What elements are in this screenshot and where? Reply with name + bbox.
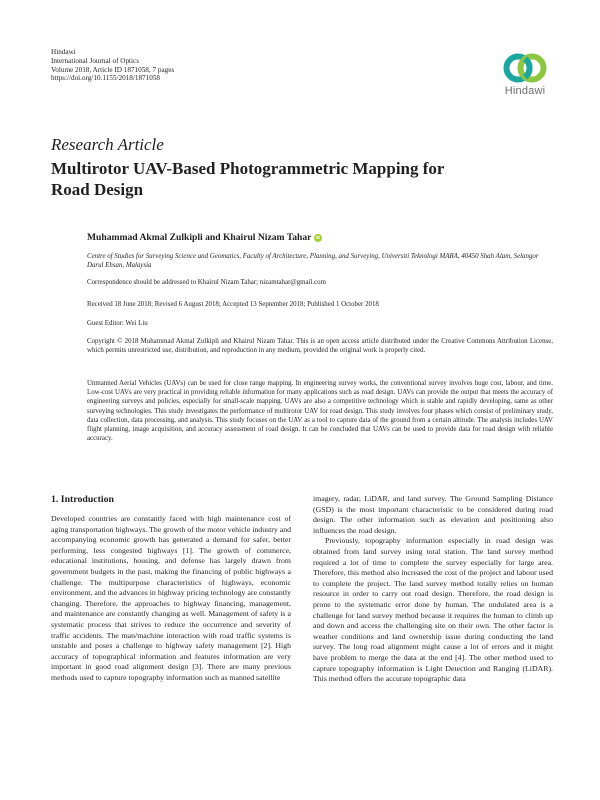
logo-wordmark: Hindawi [504, 85, 546, 97]
journal-doi[interactable]: https://doi.org/10.1155/2018/1871058 [51, 74, 161, 83]
copyright-notice: Copyright © 2018 Muhammad Akmal Zulkipli and Khairul Nizam Tahar. This is an open access article distributed under the Creative Commons Attribution License, which permits unrestricted use, distribution, and reproduction in any medium, provided the original work is properly cited. [87, 338, 553, 355]
journal-volume: Volume 2018, Article ID 1871058, 7 pages [51, 65, 175, 74]
correspondence: Correspondence should be addressed to Khairul Nizam Tahar; nizamtahar@gmail.com [87, 279, 326, 286]
hindawi-logo-icon [502, 52, 548, 84]
orcid-icon[interactable] [314, 234, 322, 242]
guest-editor: Guest Editor: Wei Liu [87, 320, 148, 327]
hindawi-logo[interactable] [496, 52, 554, 97]
paragraph: Developed countries are constantly faced with high maintenance cost of aging transportation highways. The growth of the motor vehicle industry and accompanying economic growth has generated a demand for safer, better performing, less congested highways [1]. The growth of commerce, educational institutions, housing, and defense has largely drawn from government budgets in the past, making the financing of public highways a challenge. The multipurpose characteristics of highways, economic environment, and the advances in highway pricing technology are constantly changing. Therefore, the approaches to highway financing, management, and maintenance are constantly changing as well. Management of safety is a systematic process that strives to reduce the occurrence and severity of traffic accidents. The man/machine interaction with road traffic systems is unstable and poses a challenge to highway safety management [2]. High accuracy of topographical information and features information are very important in good road alignment design [3]. There are many previous methods used to capture topography information such as manned satellite [51, 514, 291, 682]
article-type: Research Article [51, 135, 164, 154]
section-heading: 1. Introduction [51, 494, 114, 505]
paragraph: Previously, topography information especially in road design was obtained from land survey using total station. The land survey method required a lot of time to complete the survey especially for large area. Therefore, this method also increased the cost of the project and labour used to complete the project. The land survey method totally relies on human resource in order to carry out road design. Therefore, the road design is prone to the systematic error done by human. The undulated area is a challenge for land survey method because it requires the human to climb up and down and access the challenging site on their own. The other factor is weather conditions and land ownership issue during conducting the land survey. The long road alignment might cause a lot of errors and it might have problem to merge the data at the end [4]. The other method used to capture topography information is Light Detection and Ranging (LiDAR). This method offers the accurate topographic data [313, 536, 553, 684]
author-list [87, 232, 322, 243]
article-title: Multirotor UAV-Based Photogrammetric Mapping for Road Design [51, 159, 445, 199]
affiliation: Centre of Studies for Surveying Science and Geomatics, Faculty of Architecture, Planning, and Surveying, Universiti Teknologi MARA, 40450 Shah Alam, Selangor Darul Ehsan, Malaysia [87, 253, 539, 270]
abstract: Unmanned Aerial Vehicles (UAVs) can be used for close range mapping. In engineering survey works, the conventional survey involves huge cost, labour, and time. Low-cost UAVs are very practical in providing reliable information for many applications such as road design. UAVs can provide the output that meets the accuracy of engineering surveys and policies, especially for small-scale mapping. UAVs are also a competitive technology which is stable and rapidly developing, same as other surveying technologies. This study investigates the performance of multirotor UAV for road design. This study involves four phases which consist of preliminary study, data collection, data processing, and analysis. This study focuses on the UAV as a tool to capture data of the ground from a certain altitude. The analysis includes UAV flight planning, image acquisition, and accuracy assessment of road design. It can be concluded that UAVs can be used to provide data for road design with reliable accuracy. [87, 380, 553, 443]
paragraph: imagery, radar, LiDAR, and land survey. The Ground Sampling Distance (GSD) is the most important characteristic to be considered during road design. The other information such as elevation and positioning also influences the road design. [313, 494, 553, 535]
publisher-name: Hindawi [51, 48, 76, 56]
body-column-left [51, 494, 291, 684]
publication-dates: Received 18 June 2018; Revised 6 August 2018; Accepted 13 September 2018; Published 1 October 2018 [87, 301, 379, 308]
journal-name: International Journal of Optics [51, 56, 140, 65]
body-column-right [313, 494, 553, 685]
journal-meta [51, 48, 174, 83]
author-names[interactable]: Muhammad Akmal Zulkipli and Khairul Nizam Tahar [87, 232, 312, 243]
